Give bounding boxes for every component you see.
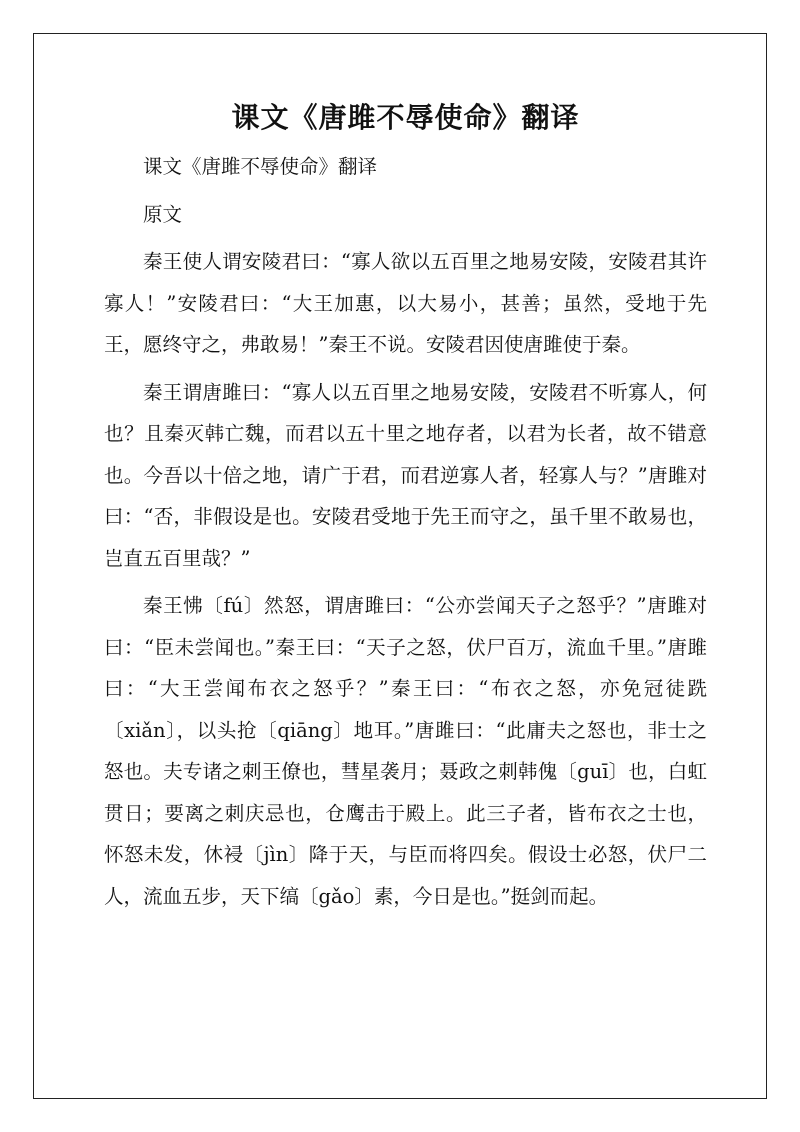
- subtitle-paragraph: 课文《唐雎不辱使命》翻译: [143, 155, 378, 178]
- document-body: [104, 96, 707, 923]
- document-title: 课文《唐雎不辱使命》翻译: [231, 101, 580, 134]
- text-paragraph: 秦王使人谓安陵君曰：“寡人欲以五百里之地易安陵，安陵君其许寡人！”安陵君曰：“大王加惠，以大易小，甚善；虽然，受地于先王，愿终守之，弗敢易！”秦王不说。安陵君因使唐雎使于秦。: [104, 250, 707, 356]
- text-paragraph: 秦王谓唐雎曰：“寡人以五百里之地易安陵，安陵君不听寡人，何也？且秦灭韩亡魏，而君以五十里之地存者，以君为长者，故不错意也。今吾以十倍之地，请广于君，而君逆寡人者，轻寡人与？”唐雎对曰：“否，非假设是也。安陵君受地于先王而守之，虽千里不敢易也，岂直五百里哉？”: [104, 380, 707, 570]
- text-paragraph: 秦王怫〔fú〕然怒，谓唐雎曰：“公亦尝闻天子之怒乎？”唐雎对曰：“臣未尝闻也。”秦王曰：“天子之怒，伏尸百万，流血千里。”唐雎曰：“大王尝闻布衣之怒乎？”秦王曰：“布衣之怒，亦免冠徒跣〔xiǎn〕，以头抢〔qiāng〕地耳。”唐雎曰：“此庸夫之怒也，非士之怒也。夫专诸之刺王僚也，彗星袭月；聂政之刺韩傀〔guī〕也，白虹贯日；要离之刺庆忌也，仓鹰击于殿上。此三子者，皆布衣之士也，怀怒未发，休祲〔jìn〕降于天，与臣而将四矣。假设士必怒，伏尸二人，流血五步，天下缟〔gǎo〕素，今日是也。”挺剑而起。: [104, 594, 707, 908]
- section-heading-original: 原文: [143, 202, 183, 226]
